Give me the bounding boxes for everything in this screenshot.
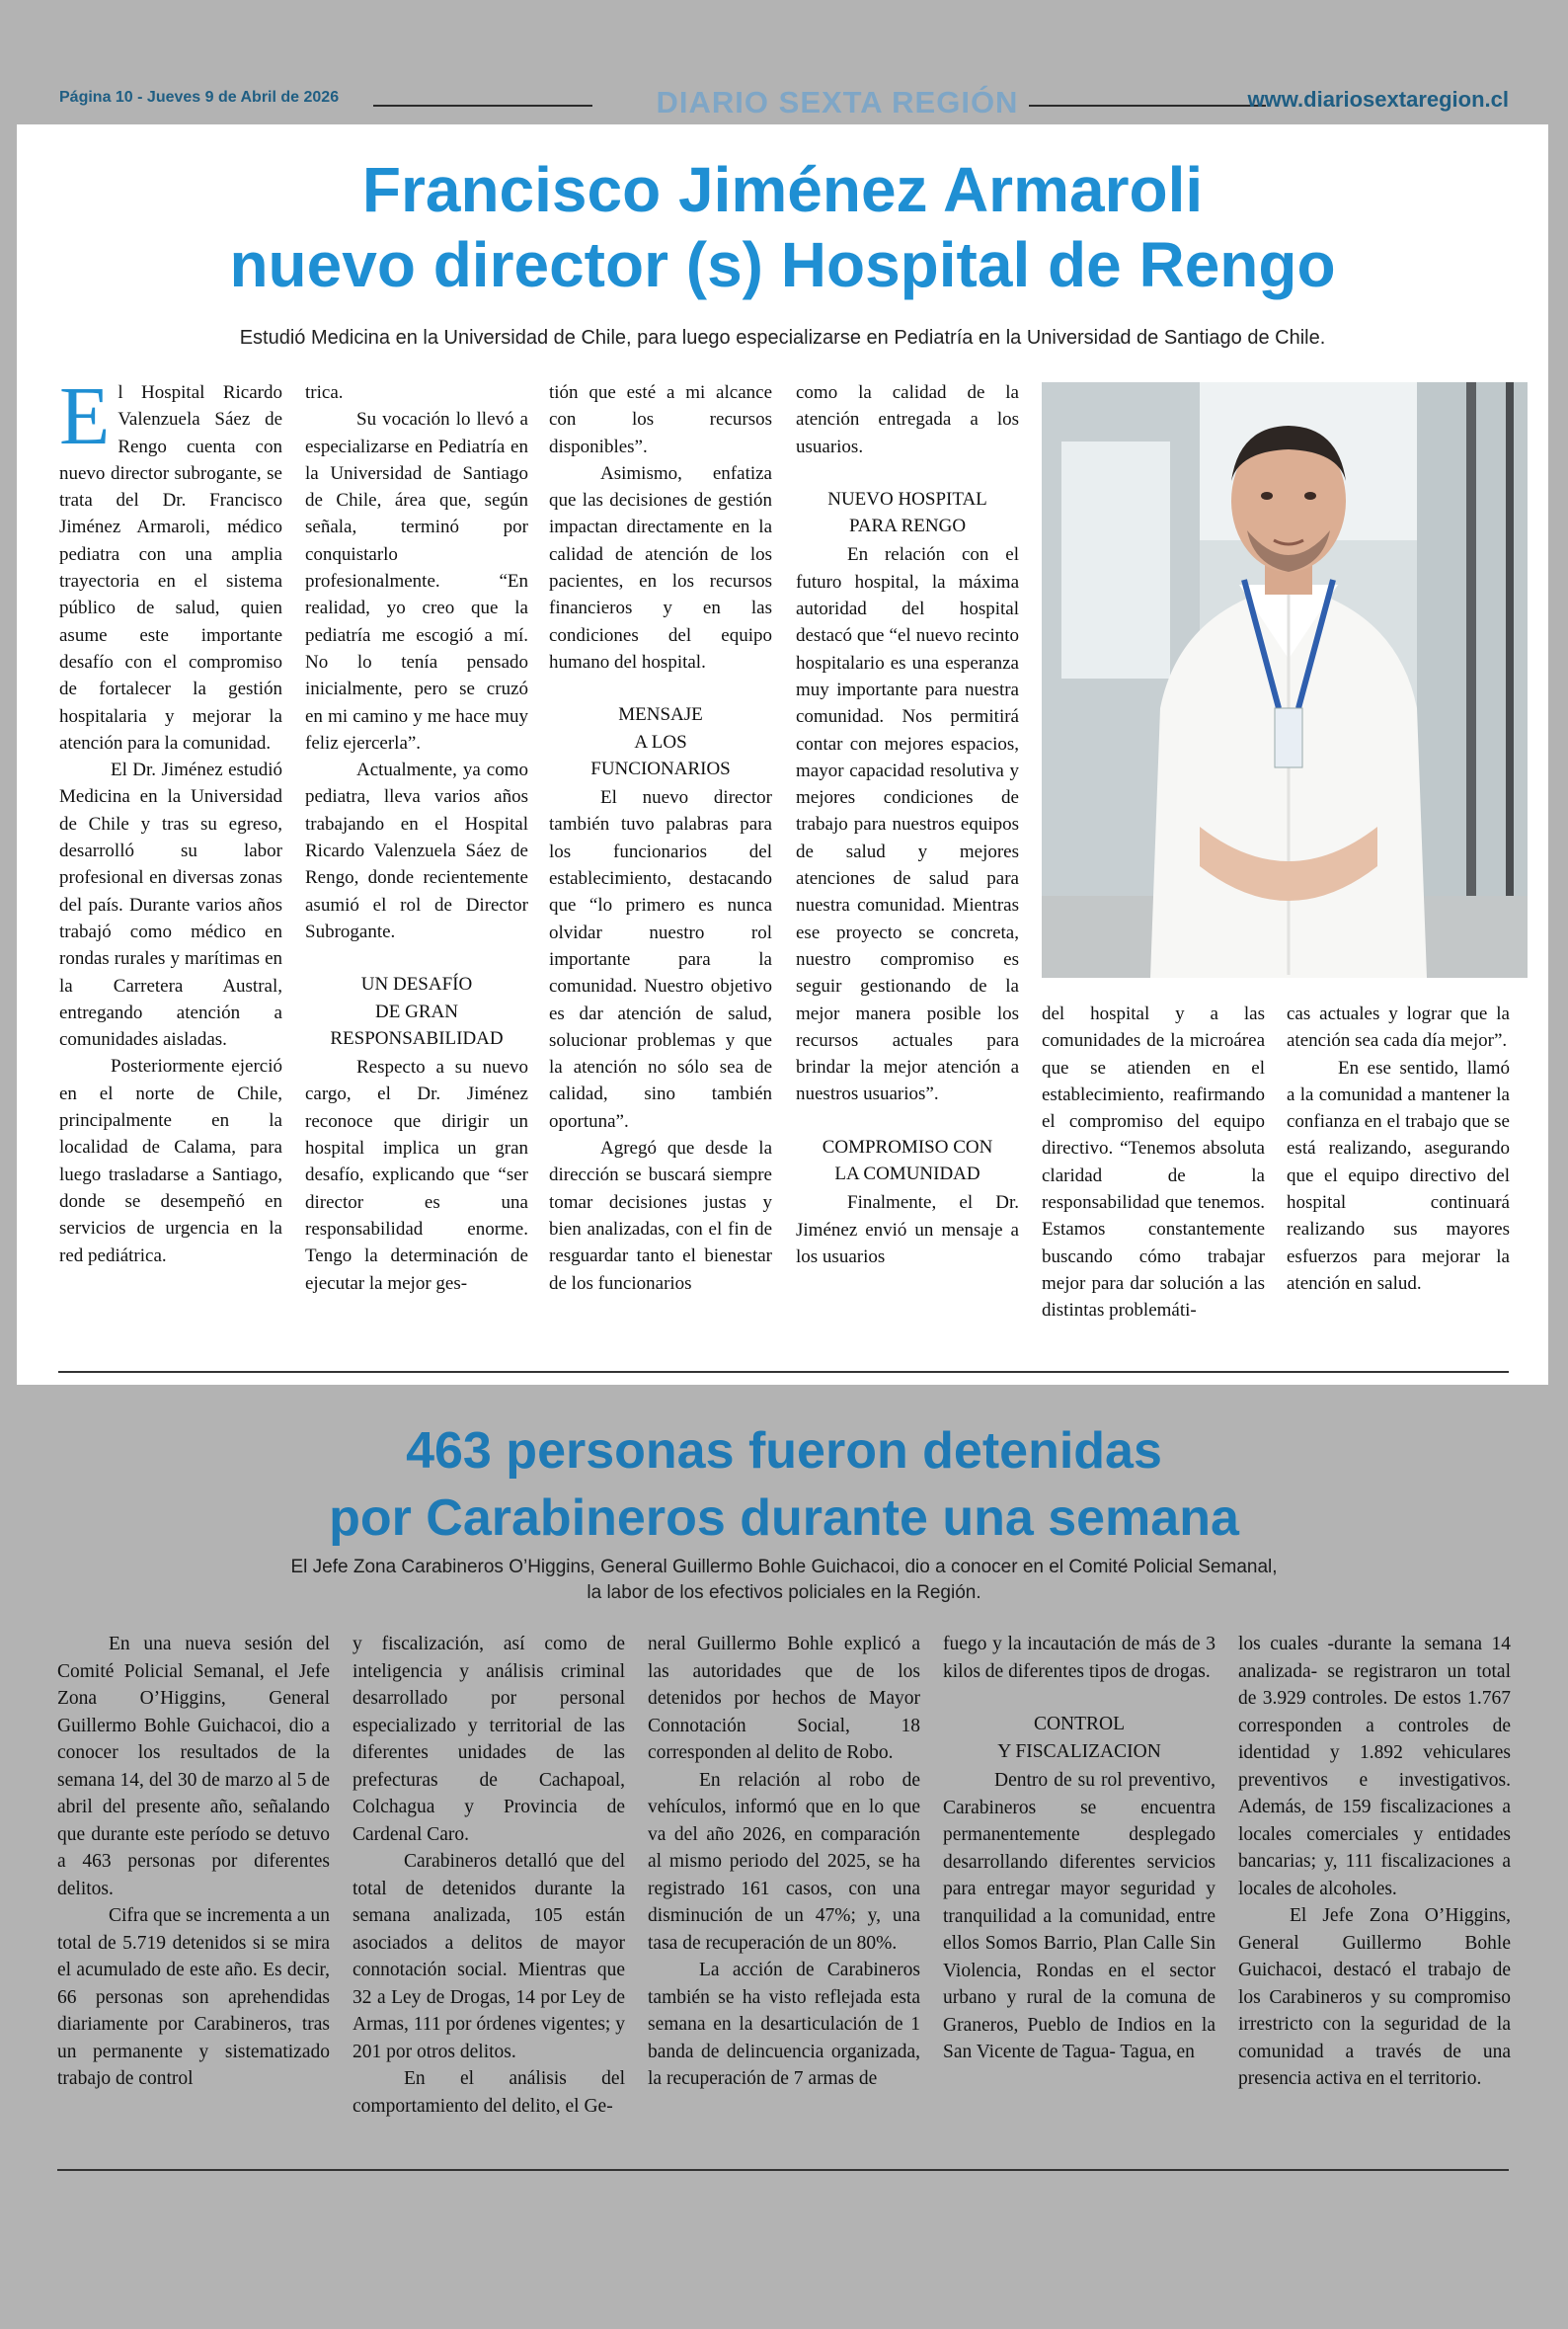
paragraph: Su vocación lo llevó a especializarse en Pediatría en la Universidad de Santiago de Chile, área que, según señala, terminó por conquistarlo profesionalmente. “En realidad, yo creo que la pediatría me escogió a mí. No lo tenía pensado inicialmente, pero se cruzó en mi camino y me hace muy feliz ejercerla”.: [305, 409, 528, 754]
paragraph: neral Guillermo Bohle explicó a las autoridades que de los detenidos por hechos de Mayor Connotación Social, 18 corresponden al delito de Robo.: [648, 1634, 920, 1763]
heading-line: COMPROMISO CON: [822, 1136, 993, 1158]
paragraph: del hospital y a las comunidades de la microárea que se atienden en el establecimiento, reafirmando el compromiso del equipo directivo. “Tenemos absoluta claridad de la responsabilidad que tenemos. Estamos constantemente buscando cómo trabajar mejor para dar solución a las distintas problemáti-: [1042, 1004, 1265, 1322]
section-heading: [796, 486, 1019, 540]
paragraph: cas actuales y lograr que la atención sea cada día mejor”.: [1287, 1004, 1510, 1052]
article2-column-3: [648, 1631, 920, 2093]
heading-line: LA COMUNIDAD: [834, 1164, 980, 1185]
article-hospital: [17, 124, 1548, 1385]
paragraph: La acción de Carabineros también se ha visto reflejada esta semana en la desarticulación de 1 banda de delincuencia organizada, la recuperación de 7 armas de: [648, 1960, 920, 2089]
title-line-2: nuevo director (s) Hospital de Rengo: [229, 229, 1336, 300]
paragraph: Respecto a su nuevo cargo, el Dr. Jiménez reconoce que dirigir un hospital implica un gran desafío, explicando que “ser director es una responsabilidad enorme. Tengo la determinación de ejecutar la mejor ges-: [305, 1057, 528, 1294]
heading-line: RESPONSABILIDAD: [330, 1027, 504, 1049]
page-header: [59, 83, 1509, 126]
section-heading: [943, 1711, 1215, 1765]
paragraph: El nuevo director también tuvo palabras para los funcionarios del establecimiento, destacando que “lo primero es nunca olvidar nuestro rol importante para la comunidad. Nuestro objetivo es dar atención de salud, solucionar problemas y que la atención no sólo sea de calidad, sino también oportuna”.: [549, 787, 772, 1132]
article2-column-4: [943, 1631, 1215, 2066]
heading-line: A LOS: [634, 731, 687, 753]
paragraph: Asimismo, enfatiza que las decisiones de gestión impactan directamente en la calidad de atención de los pacientes, en los recursos financieros y en las condiciones del equipo humano del hospital.: [549, 462, 772, 673]
article-column-5: [1042, 1001, 1265, 1325]
paragraph-text: l Hospital Ricardo Valenzuela Sáez de Rengo cuenta con nuevo director subrogante, se trata del Dr. Francisco Jiménez Armaroli, médico pediatra con una amplia trayectoria en el sistema público de salud, quien asume este importante desafío con el compromiso de fortalecer la gestión hospitalaria y mejorar la atención para la comunidad.: [59, 382, 282, 754]
article-column-2: [305, 379, 528, 1297]
paragraph: Carabineros detalló que del total de detenidos durante la semana analizada, 105 están asociados a delitos de mayor connotación social. Mientras que 32 a Ley de Drogas, 14 por Ley de Armas, 111 por órdenes vigentes; y 201 por otros delitos.: [353, 1851, 625, 2062]
article-title: [17, 152, 1548, 302]
subtitle-line-1: El Jefe Zona Carabineros O’Higgins, General Guillermo Bohle Guichacoi, dio a conocer en el Comité Policial Semanal,: [290, 1557, 1278, 1577]
article-subtitle: Estudió Medicina en la Universidad de Chile, para luego especializarse en Pediatría en la Universidad de Santiago de Chile.: [239, 327, 1326, 349]
director-portrait-illustration: [1042, 382, 1528, 978]
paragraph: El Dr. Jiménez estudió Medicina en la Universidad de Chile y tras su egreso, desarrolló su labor profesional en diversas zonas del país. Durante varios años trabajó como médico en rondas rurales y marítimas en la Carretera Austral, entregando atención a comunidades aisladas.: [59, 760, 282, 1051]
header-rule-left: [373, 105, 592, 107]
paragraph: Cifra que se incrementa a un total de 5.719 detenidos si se mira el acumulado de este año. Es decir, 66 personas son aprehendidas diariamente por Carabineros, tras un permanente y sistematizado trabajo de control: [57, 1905, 330, 2089]
drop-cap: E: [59, 370, 111, 462]
heading-line: PARA RENGO: [848, 516, 967, 537]
bottom-divider: [57, 2169, 1509, 2171]
paragraph: En ese sentido, llamó a la comunidad a mantener la confianza en el trabajo que se está realizando, asegurando que el equipo directivo del hospital continuará realizando sus mayores esfuerzos para mejorar la atención en salud.: [1287, 1057, 1510, 1294]
paragraph: El Jefe Zona O’Higgins, General Guillermo Bohle Guichacoi, destacó el trabajo de los Carabineros y su compromiso irrestricto con la seguridad de la comunidad a través de una presencia activa en el territorio.: [1238, 1905, 1511, 2089]
article2-title: [0, 1417, 1568, 1552]
paragraph: [59, 370, 282, 757]
heading-line: NUEVO HOSPITAL: [827, 488, 987, 510]
heading-line: UN DESAFÍO: [360, 974, 473, 996]
paragraph: y fiscalización, así como de inteligencia y análisis criminal desarrollado por personal especializado y territorial de las diferentes unidades de las prefecturas de Cachapoal, Colchagua y Provincia de Cardenal Caro.: [353, 1634, 625, 1845]
article2-column-1: [57, 1631, 330, 2093]
article-column-6: [1287, 1001, 1510, 1297]
heading-line: DE GRAN: [375, 1001, 458, 1022]
paragraph: Finalmente, el Dr. Jiménez envió un mensaje a los usuarios: [796, 1192, 1019, 1267]
section-heading: [305, 971, 528, 1052]
paragraph: Posteriormente ejerció en el norte de Chile, principalmente en la localidad de Calama, para luego trasladarse a Santiago, donde se desempeñó en servicios de urgencia en la red pediátrica.: [59, 1056, 282, 1266]
paragraph: En relación al robo de vehículos, informó que en lo que va del año 2026, en comparación al mismo periodo del 2025, se ha registrado 161 casos, con una disminución de un 47%; y, una tasa de recuperación de un 80%.: [648, 1769, 920, 1954]
heading-line: Y FISCALIZACION: [997, 1740, 1161, 1762]
paragraph: trica.: [305, 382, 344, 403]
paragraph: Actualmente, ya como pediatra, lleva varios años trabajando en el Hospital Ricardo Valenzuela Sáez de Rengo, donde recientemente asumió el rol de Director Subrogante.: [305, 760, 528, 942]
article-column-1: [59, 370, 282, 1269]
article2-column-2: [353, 1631, 625, 2120]
paragraph: fuego y la incautación de más de 3 kilos de diferentes tipos de drogas.: [943, 1634, 1215, 1682]
article2-column-5: [1238, 1631, 1511, 2093]
article-divider: [58, 1371, 1509, 1373]
title-line-1: 463 personas fueron detenidas: [406, 1422, 1162, 1480]
paragraph: En relación con el futuro hospital, la máxima autoridad del hospital destacó que “el nuevo recinto hospitalario es una esperanza muy importante para nuestra comunidad. Nos permitirá contar con mejores espacios, mayor capacidad resolutiva y mejores condiciones de trabajo para nuestros equipos de salud y mejores atenciones de salud para nuestra comunidad. Mientras ese proyecto se concreta, nuestro compromiso es seguir gestionando de la mejor manera posible los recursos actuales para brindar la mejor atención a nuestros usuarios”.: [796, 544, 1019, 1105]
paragraph: los cuales -durante la semana 14 analizada- se registraron un total de 3.929 controles. De estos 1.767 corresponden a controles de identidad y 1.892 vehiculares preventivos e investigativos. Además, de 159 fiscalizaciones a locales comerciales y entidades bancarias; y, 111 fiscalizaciones a locales de alcoholes.: [1238, 1634, 1511, 1899]
director-portrait: [1042, 382, 1528, 978]
paragraph: como la calidad de la atención entregada a los usuarios.: [796, 382, 1019, 457]
section-heading: [549, 701, 772, 782]
article-column-4: [796, 379, 1019, 1270]
paragraph: Agregó que desde la dirección se buscará siempre tomar decisiones justas y bien analizadas, con el fin de resguardar tanto el bienestar de los funcionarios: [549, 1138, 772, 1294]
header-rule-right: [1029, 105, 1266, 107]
paragraph: Dentro de su rol preventivo, Carabineros se encuentra permanentemente desplegado desarrollando diferentes servicios para entregar mayor seguridad y tranquilidad a la comunidad, entre ellos Somos Barrio, Plan Calle Sin Violencia, Rondas en el sector urbano y rural de la comuna de Graneros, Pueblo de Indios en la San Vicente de Tagua- Tagua, en: [943, 1770, 1215, 2062]
paragraph: tión que esté a mi alcance con los recursos disponibles”.: [549, 382, 772, 457]
heading-line: MENSAJE: [618, 704, 703, 726]
paragraph: En una nueva sesión del Comité Policial Semanal, el Jefe Zona O’Higgins, General Guillermo Bohle Guichacoi, dio a conocer los resultados de la semana 14, del 30 de marzo al 5 de abril del presente año, señalando que durante este período se detuvo a 463 personas por diferentes delitos.: [57, 1634, 330, 1899]
page-number: Página 10 - Jueves 9 de Abril de 2026: [59, 89, 340, 106]
title-line-2: por Carabineros durante una semana: [329, 1489, 1239, 1547]
heading-line: FUNCIONARIOS: [590, 758, 731, 779]
article2-subtitle: [0, 1555, 1568, 1606]
paragraph: En el análisis del comportamiento del delito, el Ge-: [353, 2068, 625, 2117]
website-url[interactable]: www.diariosextaregion.cl: [1247, 87, 1509, 112]
masthead: DIARIO SEXTA REGIÓN: [656, 85, 1019, 120]
heading-line: CONTROL: [1033, 1714, 1126, 1734]
subtitle-line-2: la labor de los efectivos policiales en la Región.: [587, 1582, 981, 1603]
section-heading: [796, 1134, 1019, 1188]
title-line-1: Francisco Jiménez Armaroli: [361, 154, 1204, 225]
article-column-3: [549, 379, 772, 1297]
